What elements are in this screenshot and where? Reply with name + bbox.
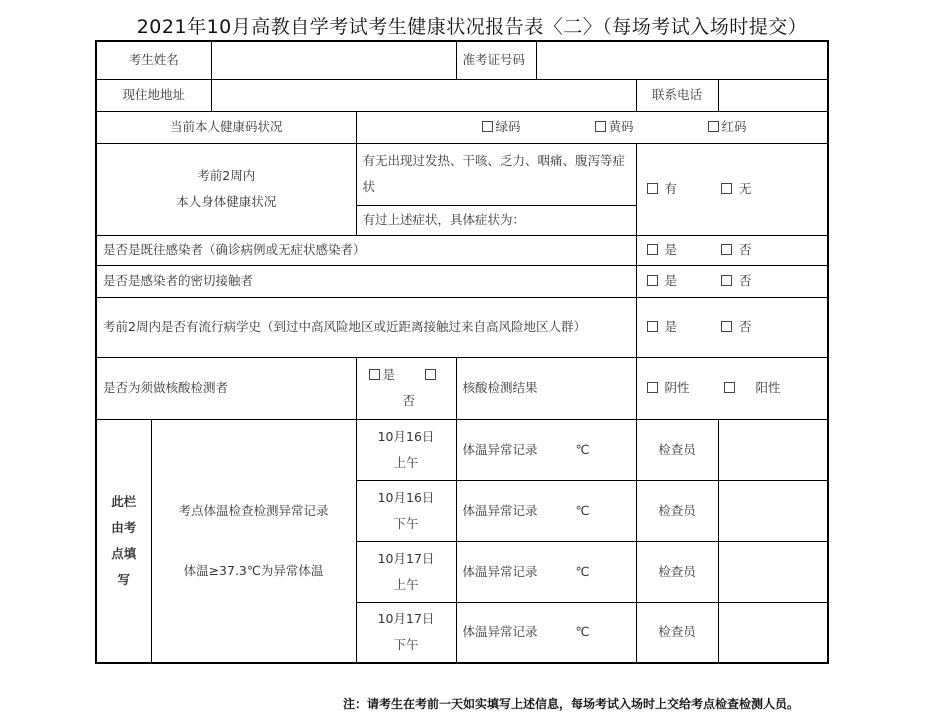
close-contact-yes-option[interactable] — [647, 268, 678, 294]
yellow-code-option[interactable] — [595, 114, 634, 140]
site-fill-line2: 由考 — [111, 519, 137, 535]
temperature-record-label: 体温异常记录 — [462, 441, 538, 457]
prior-infection-no-option[interactable] — [721, 237, 752, 263]
nucleic-test-options — [356, 357, 456, 419]
temperature-record-field[interactable] — [456, 602, 636, 663]
temperature-record-field[interactable] — [456, 541, 636, 602]
name-label: 考生姓名 — [96, 41, 211, 79]
name-field[interactable] — [211, 41, 456, 79]
session-date: 10月17日 — [377, 550, 435, 566]
checkbox-icon — [647, 382, 658, 393]
row-name — [96, 41, 828, 79]
prior-infection-options — [636, 235, 828, 265]
session-datetime — [356, 480, 456, 541]
inspector-label: 检查员 — [636, 480, 718, 541]
health-status-line2: 本人身体健康状况 — [176, 194, 277, 209]
epidemiology-no-label: 否 — [739, 319, 752, 334]
temperature-check-description — [151, 419, 356, 663]
close-contact-yes-label: 是 — [664, 273, 678, 288]
prior-infection-no-label: 否 — [739, 242, 752, 257]
prior-infection-question: 是否是既往感染者（确诊病例或无症状感染者） — [96, 235, 636, 265]
session-period: 下午 — [393, 515, 419, 531]
inspector-field[interactable] — [718, 602, 828, 663]
row-health-code — [96, 111, 828, 143]
checkbox-icon — [647, 321, 658, 332]
row-address — [96, 79, 828, 111]
inspector-label: 检查员 — [636, 602, 718, 663]
symptom-yes-option[interactable] — [647, 176, 678, 202]
inspector-label: 检查员 — [636, 541, 718, 602]
checkbox-icon — [721, 275, 732, 286]
epidemiology-yes-label: 是 — [664, 319, 678, 334]
checkbox-icon — [647, 183, 658, 194]
row-close-contact — [96, 265, 828, 297]
health-status-line1: 考前2周内 — [197, 168, 256, 183]
celsius-unit: ℃ — [575, 624, 590, 640]
checkbox-icon — [721, 244, 732, 255]
negative-label: 阴性 — [664, 380, 690, 395]
nucleic-result-label: 核酸检测结果 — [456, 357, 636, 419]
inspector-field[interactable] — [718, 419, 828, 480]
row-epidemiology — [96, 297, 828, 357]
temperature-record-label: 体温异常记录 — [462, 502, 538, 518]
footer-note: 注：请考生在考前一天如实填写上述信息，每场考试入场时上交给考点检查检测人员。 — [343, 697, 800, 711]
session-date: 10月17日 — [377, 611, 435, 627]
close-contact-options — [636, 265, 828, 297]
row-prior-infection — [96, 235, 828, 265]
health-status-label — [96, 143, 356, 235]
session-date: 10月16日 — [377, 489, 435, 505]
session-period: 上午 — [393, 454, 419, 470]
red-code-option[interactable] — [708, 114, 747, 140]
epidemiology-options — [636, 297, 828, 357]
symptom-yes-label: 有 — [664, 181, 678, 196]
form-title: 2021年10月高教自学考试考生健康状况报告表〈二〉（每场考试入场时提交） — [136, 16, 808, 38]
temperature-desc-line1: 考点体温检查检测异常记录 — [178, 502, 329, 518]
epidemiology-no-option[interactable] — [721, 314, 752, 340]
checkbox-icon — [647, 244, 658, 255]
positive-label: 阳性 — [755, 380, 781, 395]
close-contact-question: 是否是感染者的密切接触者 — [96, 265, 636, 297]
phone-field[interactable] — [718, 79, 828, 111]
nucleic-test-yes-option[interactable] — [369, 362, 396, 388]
negative-option[interactable] — [647, 375, 690, 401]
session-row — [96, 419, 828, 480]
session-period: 下午 — [393, 637, 419, 653]
site-fill-label — [96, 419, 151, 663]
checkbox-icon — [721, 321, 732, 332]
health-code-label: 当前本人健康码状况 — [96, 111, 356, 143]
close-contact-no-label: 否 — [739, 273, 752, 288]
prior-infection-yes-label: 是 — [664, 242, 678, 257]
address-label: 现住地地址 — [96, 79, 211, 111]
checkbox-icon — [724, 382, 735, 393]
epidemiology-question: 考前2周内是否有流行病学史（到过中高风险地区或近距离接触过来自高风险地区人群） — [96, 297, 636, 357]
site-fill-line3: 点填 — [111, 545, 137, 561]
celsius-unit: ℃ — [575, 441, 590, 457]
positive-option[interactable] — [724, 375, 781, 401]
session-datetime — [356, 541, 456, 602]
checkbox-icon — [595, 121, 606, 132]
yellow-code-label: 黄码 — [608, 119, 634, 134]
symptom-options — [636, 143, 828, 235]
temperature-record-field[interactable] — [456, 419, 636, 480]
checkbox-icon — [708, 121, 719, 132]
inspector-label: 检查员 — [636, 419, 718, 480]
epidemiology-yes-option[interactable] — [647, 314, 678, 340]
health-code-options — [356, 111, 828, 143]
symptom-detail-field[interactable]: 有过上述症状，具体症状为： — [356, 205, 636, 235]
symptom-question: 有无出现过发热、干咳、乏力、咽痛、腹泻等症状 — [356, 143, 636, 205]
checkbox-icon — [482, 121, 493, 132]
prior-infection-yes-option[interactable] — [647, 237, 678, 263]
session-datetime — [356, 602, 456, 663]
inspector-field[interactable] — [718, 541, 828, 602]
ticket-number-field[interactable] — [536, 41, 828, 79]
celsius-unit: ℃ — [575, 502, 590, 518]
nucleic-test-question: 是否为须做核酸检测者 — [96, 357, 356, 419]
temperature-record-label: 体温异常记录 — [462, 624, 538, 640]
row-symptoms — [96, 143, 828, 205]
nucleic-test-yes-label: 是 — [382, 367, 396, 382]
checkbox-icon — [647, 275, 658, 286]
site-fill-line1: 此栏 — [111, 493, 137, 509]
green-code-label: 绿码 — [495, 119, 521, 134]
checkbox-icon[interactable] — [425, 369, 436, 380]
celsius-unit: ℃ — [575, 563, 590, 579]
session-datetime — [356, 419, 456, 480]
red-code-label: 红码 — [721, 119, 747, 134]
checkbox-icon — [369, 369, 380, 380]
nucleic-test-no-label: 否 — [402, 393, 416, 408]
checkbox-icon — [721, 183, 732, 194]
session-date: 10月16日 — [377, 428, 435, 444]
symptom-no-option[interactable] — [721, 176, 752, 202]
temperature-desc-line2: 体温≥37.3℃为异常体温 — [183, 562, 324, 578]
address-field[interactable] — [211, 79, 636, 111]
health-report-table — [95, 40, 829, 664]
temperature-record-field[interactable] — [456, 480, 636, 541]
temperature-record-label: 体温异常记录 — [462, 563, 538, 579]
symptom-no-label: 无 — [739, 181, 752, 196]
session-period: 上午 — [393, 576, 419, 592]
phone-label: 联系电话 — [636, 79, 718, 111]
row-nucleic-test — [96, 357, 828, 419]
green-code-option[interactable] — [482, 114, 521, 140]
inspector-field[interactable] — [718, 480, 828, 541]
site-fill-line4: 写 — [117, 571, 130, 587]
ticket-number-label: 准考证号码 — [456, 41, 536, 79]
close-contact-no-option[interactable] — [721, 268, 752, 294]
nucleic-result-options — [636, 357, 828, 419]
